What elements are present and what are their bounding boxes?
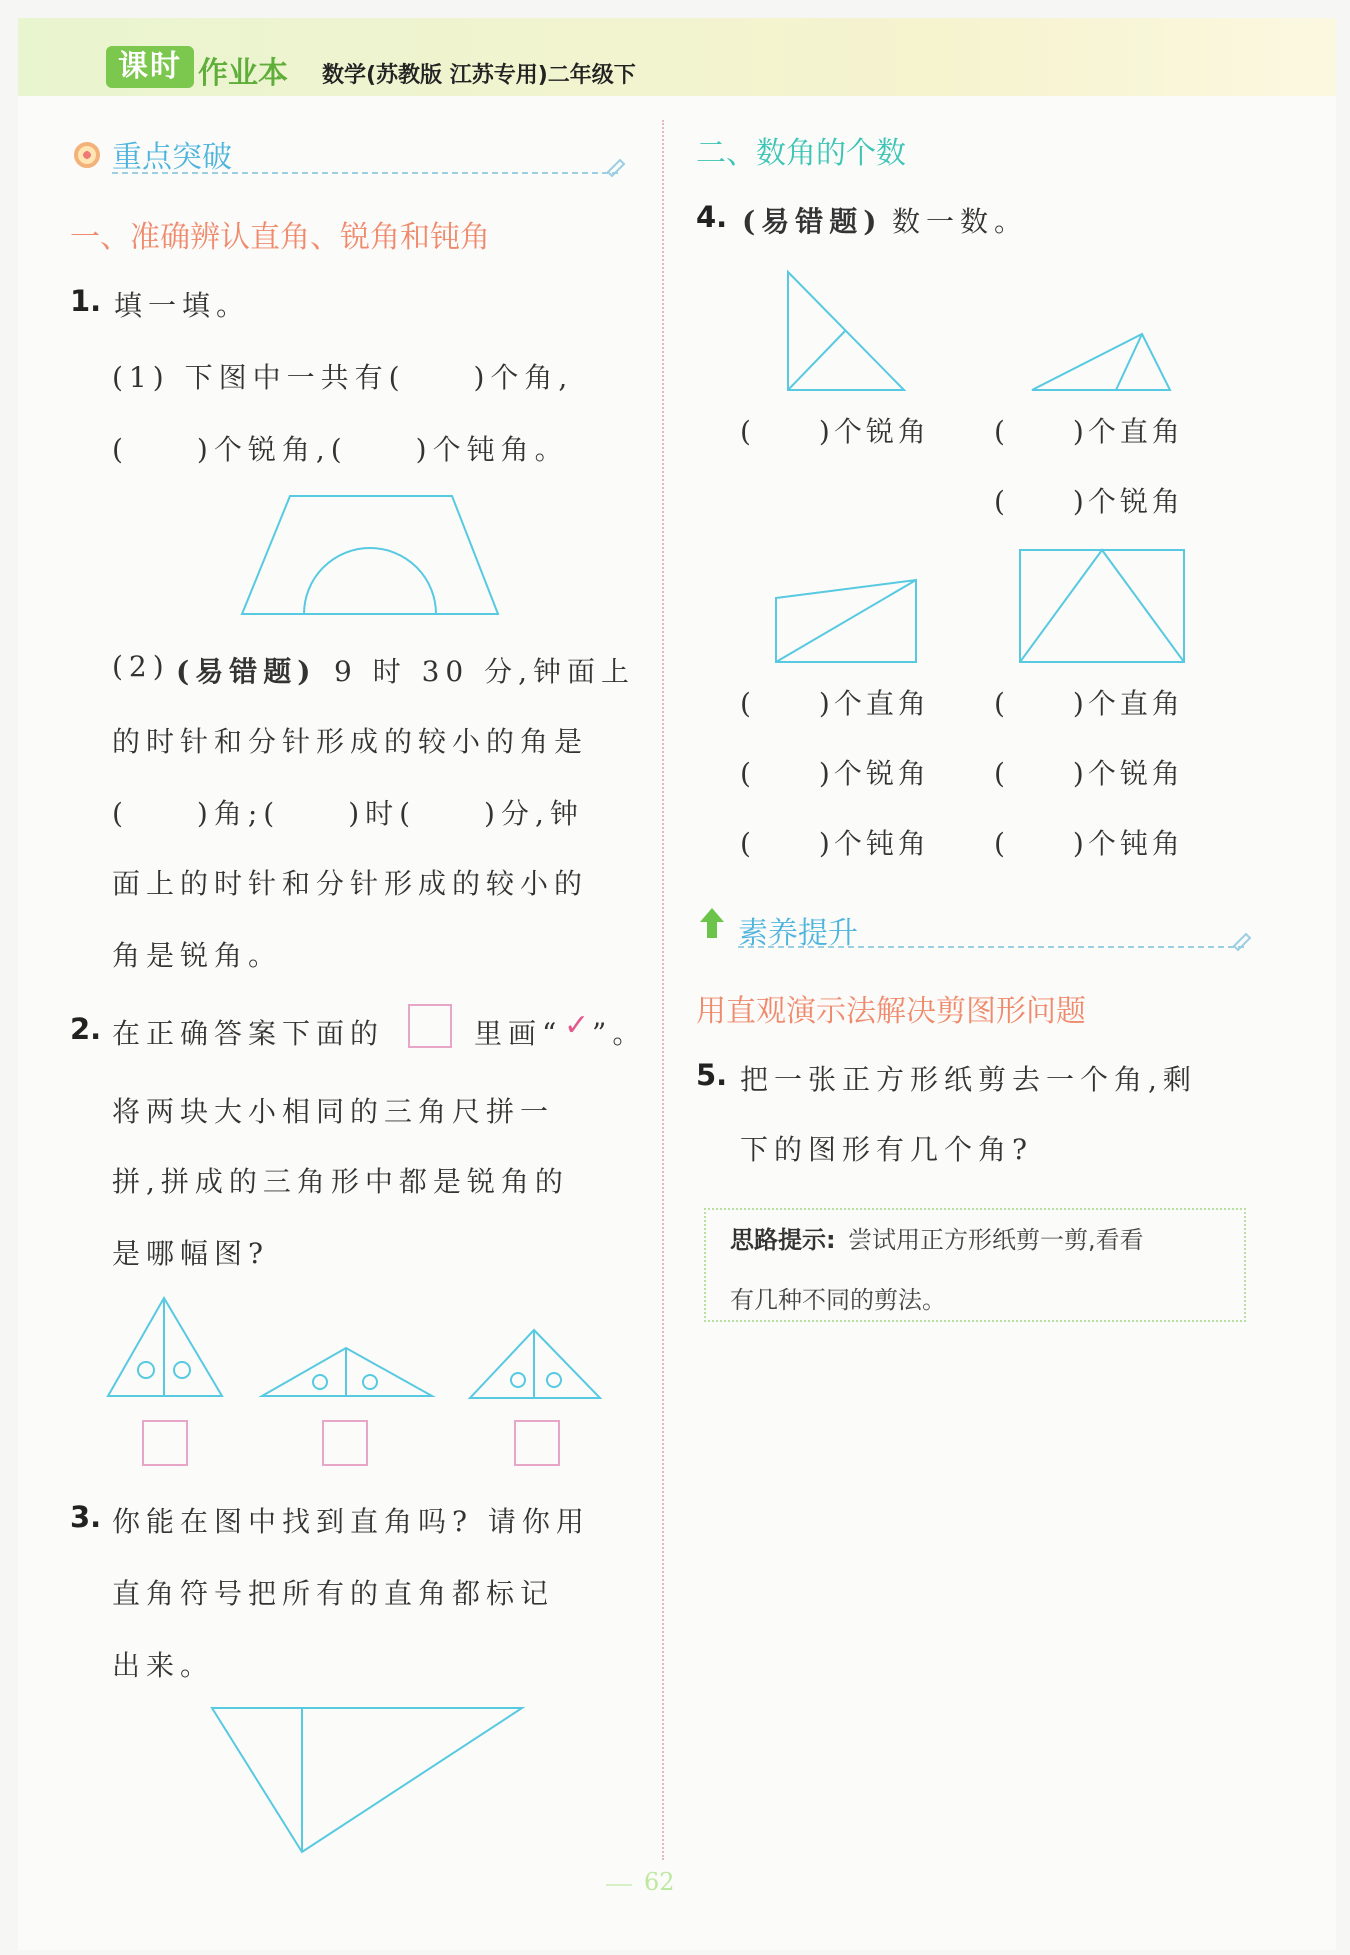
pencil-icon [1232, 930, 1252, 950]
answer-checkbox-b[interactable] [322, 1420, 368, 1466]
hint-line2: 有几种不同的剪法。 [730, 1286, 946, 1314]
question-5-line2: 下的图形有几个角? [740, 1133, 1034, 1166]
triangle-option-a [106, 1296, 226, 1400]
subsection-heading-1: 一、准确辨认直角、锐角和钝角 [70, 220, 490, 255]
section-underline [112, 172, 618, 174]
question-5-line1: 把一张正方形纸剪去一个角,剩 [740, 1063, 1197, 1096]
arrow-up-icon [698, 906, 726, 940]
question-number-3: 3. [70, 1500, 102, 1534]
question-2-line1-post: 里画“ [474, 1017, 563, 1050]
question-1-part2-line5: 角是锐角。 [112, 939, 283, 972]
question-2-line4: 是哪幅图? [112, 1237, 270, 1270]
section-title-improve: 素养提升 [738, 916, 858, 951]
column-divider [662, 120, 664, 1860]
answer-checkbox-a[interactable] [142, 1420, 188, 1466]
question-number-1: 1. [70, 284, 102, 318]
question-number-5: 5. [696, 1058, 728, 1092]
question-2-line1-pre: 在正确答案下面的 [112, 1017, 385, 1050]
error-prone-tag-q4: (易错题) [742, 205, 883, 238]
figure-3-acute-count: ( )个锐角 [740, 757, 930, 790]
figure-4-right-count: ( )个直角 [994, 687, 1184, 720]
count-figure-4 [1018, 548, 1186, 664]
question-number-4: 4. [696, 200, 728, 234]
answer-checkbox-c[interactable] [514, 1420, 560, 1466]
sample-checkbox [408, 1004, 452, 1048]
question-4-title: 数一数。 [892, 205, 1029, 238]
question-3-line1: 你能在图中找到直角吗? 请你用 [112, 1505, 590, 1538]
figure-3-right-count: ( )个直角 [740, 687, 930, 720]
pencil-icon [606, 156, 626, 176]
question-1-part2-line2: 的时针和分针形成的较小的角是 [112, 725, 589, 758]
figure-2-right-count: ( )个直角 [994, 415, 1184, 448]
count-figure-3 [774, 578, 918, 664]
question-2-line1-end: ”。 [592, 1017, 647, 1050]
subsection-heading-3: 用直观演示法解决剪图形问题 [696, 994, 1086, 1029]
question-1-part2-label: (2) [112, 650, 170, 683]
hint-line1: 尝试用正方形纸剪一剪,看看 [848, 1226, 1144, 1254]
right-angle-triangle-figure [210, 1706, 526, 1854]
figure-2-acute-count: ( )个锐角 [994, 485, 1184, 518]
question-1-part2-line1: 9 时 30 分,钟面上 [334, 655, 636, 688]
hint-label: 思路提示: [730, 1226, 836, 1254]
triangle-option-c [468, 1328, 604, 1400]
figure-4-acute-count: ( )个锐角 [994, 757, 1184, 790]
question-number-2: 2. [70, 1012, 102, 1046]
triangle-option-b [260, 1346, 436, 1400]
figure-3-obtuse-count: ( )个钝角 [740, 827, 930, 860]
target-icon [74, 142, 100, 168]
question-2-line3: 拼,拼成的三角形中都是锐角的 [112, 1165, 569, 1198]
page-number-rule-left [606, 1884, 632, 1886]
question-1-part1-line1: (1) 下图中一共有( )个角, [112, 361, 574, 394]
error-prone-tag: (易错题) [176, 655, 317, 688]
brand-logo: 课时 [106, 46, 194, 88]
question-1-title: 填一填。 [114, 289, 251, 322]
question-1-part2-line4: 面上的时针和分针形成的较小的 [112, 867, 589, 900]
figure-1-acute-count: ( )个锐角 [740, 415, 930, 448]
question-3-line3: 出来。 [112, 1649, 215, 1682]
check-icon: ✓ [564, 1008, 590, 1043]
subsection-heading-2: 二、数角的个数 [696, 136, 906, 171]
trapezoid-semicircle-figure [240, 494, 500, 616]
subject-line: 数学(苏教版 江苏专用)二年级下 [322, 63, 636, 88]
count-figure-2 [1030, 332, 1172, 392]
count-figure-1 [786, 270, 908, 392]
figure-4-obtuse-count: ( )个钝角 [994, 827, 1184, 860]
question-1-part1-line2: ( )个锐角,( )个钝角。 [112, 433, 569, 466]
page-number: 62 [644, 1868, 675, 1896]
brand-name: 作业本 [198, 56, 288, 91]
question-3-line2: 直角符号把所有的直角都标记 [112, 1577, 555, 1610]
section-underline-2 [738, 946, 1244, 948]
section-title-focus: 重点突破 [112, 140, 232, 175]
question-2-line2: 将两块大小相同的三角尺拼一 [112, 1095, 555, 1128]
question-1-part2-line3: ( )角;( )时( )分,钟 [112, 797, 584, 830]
